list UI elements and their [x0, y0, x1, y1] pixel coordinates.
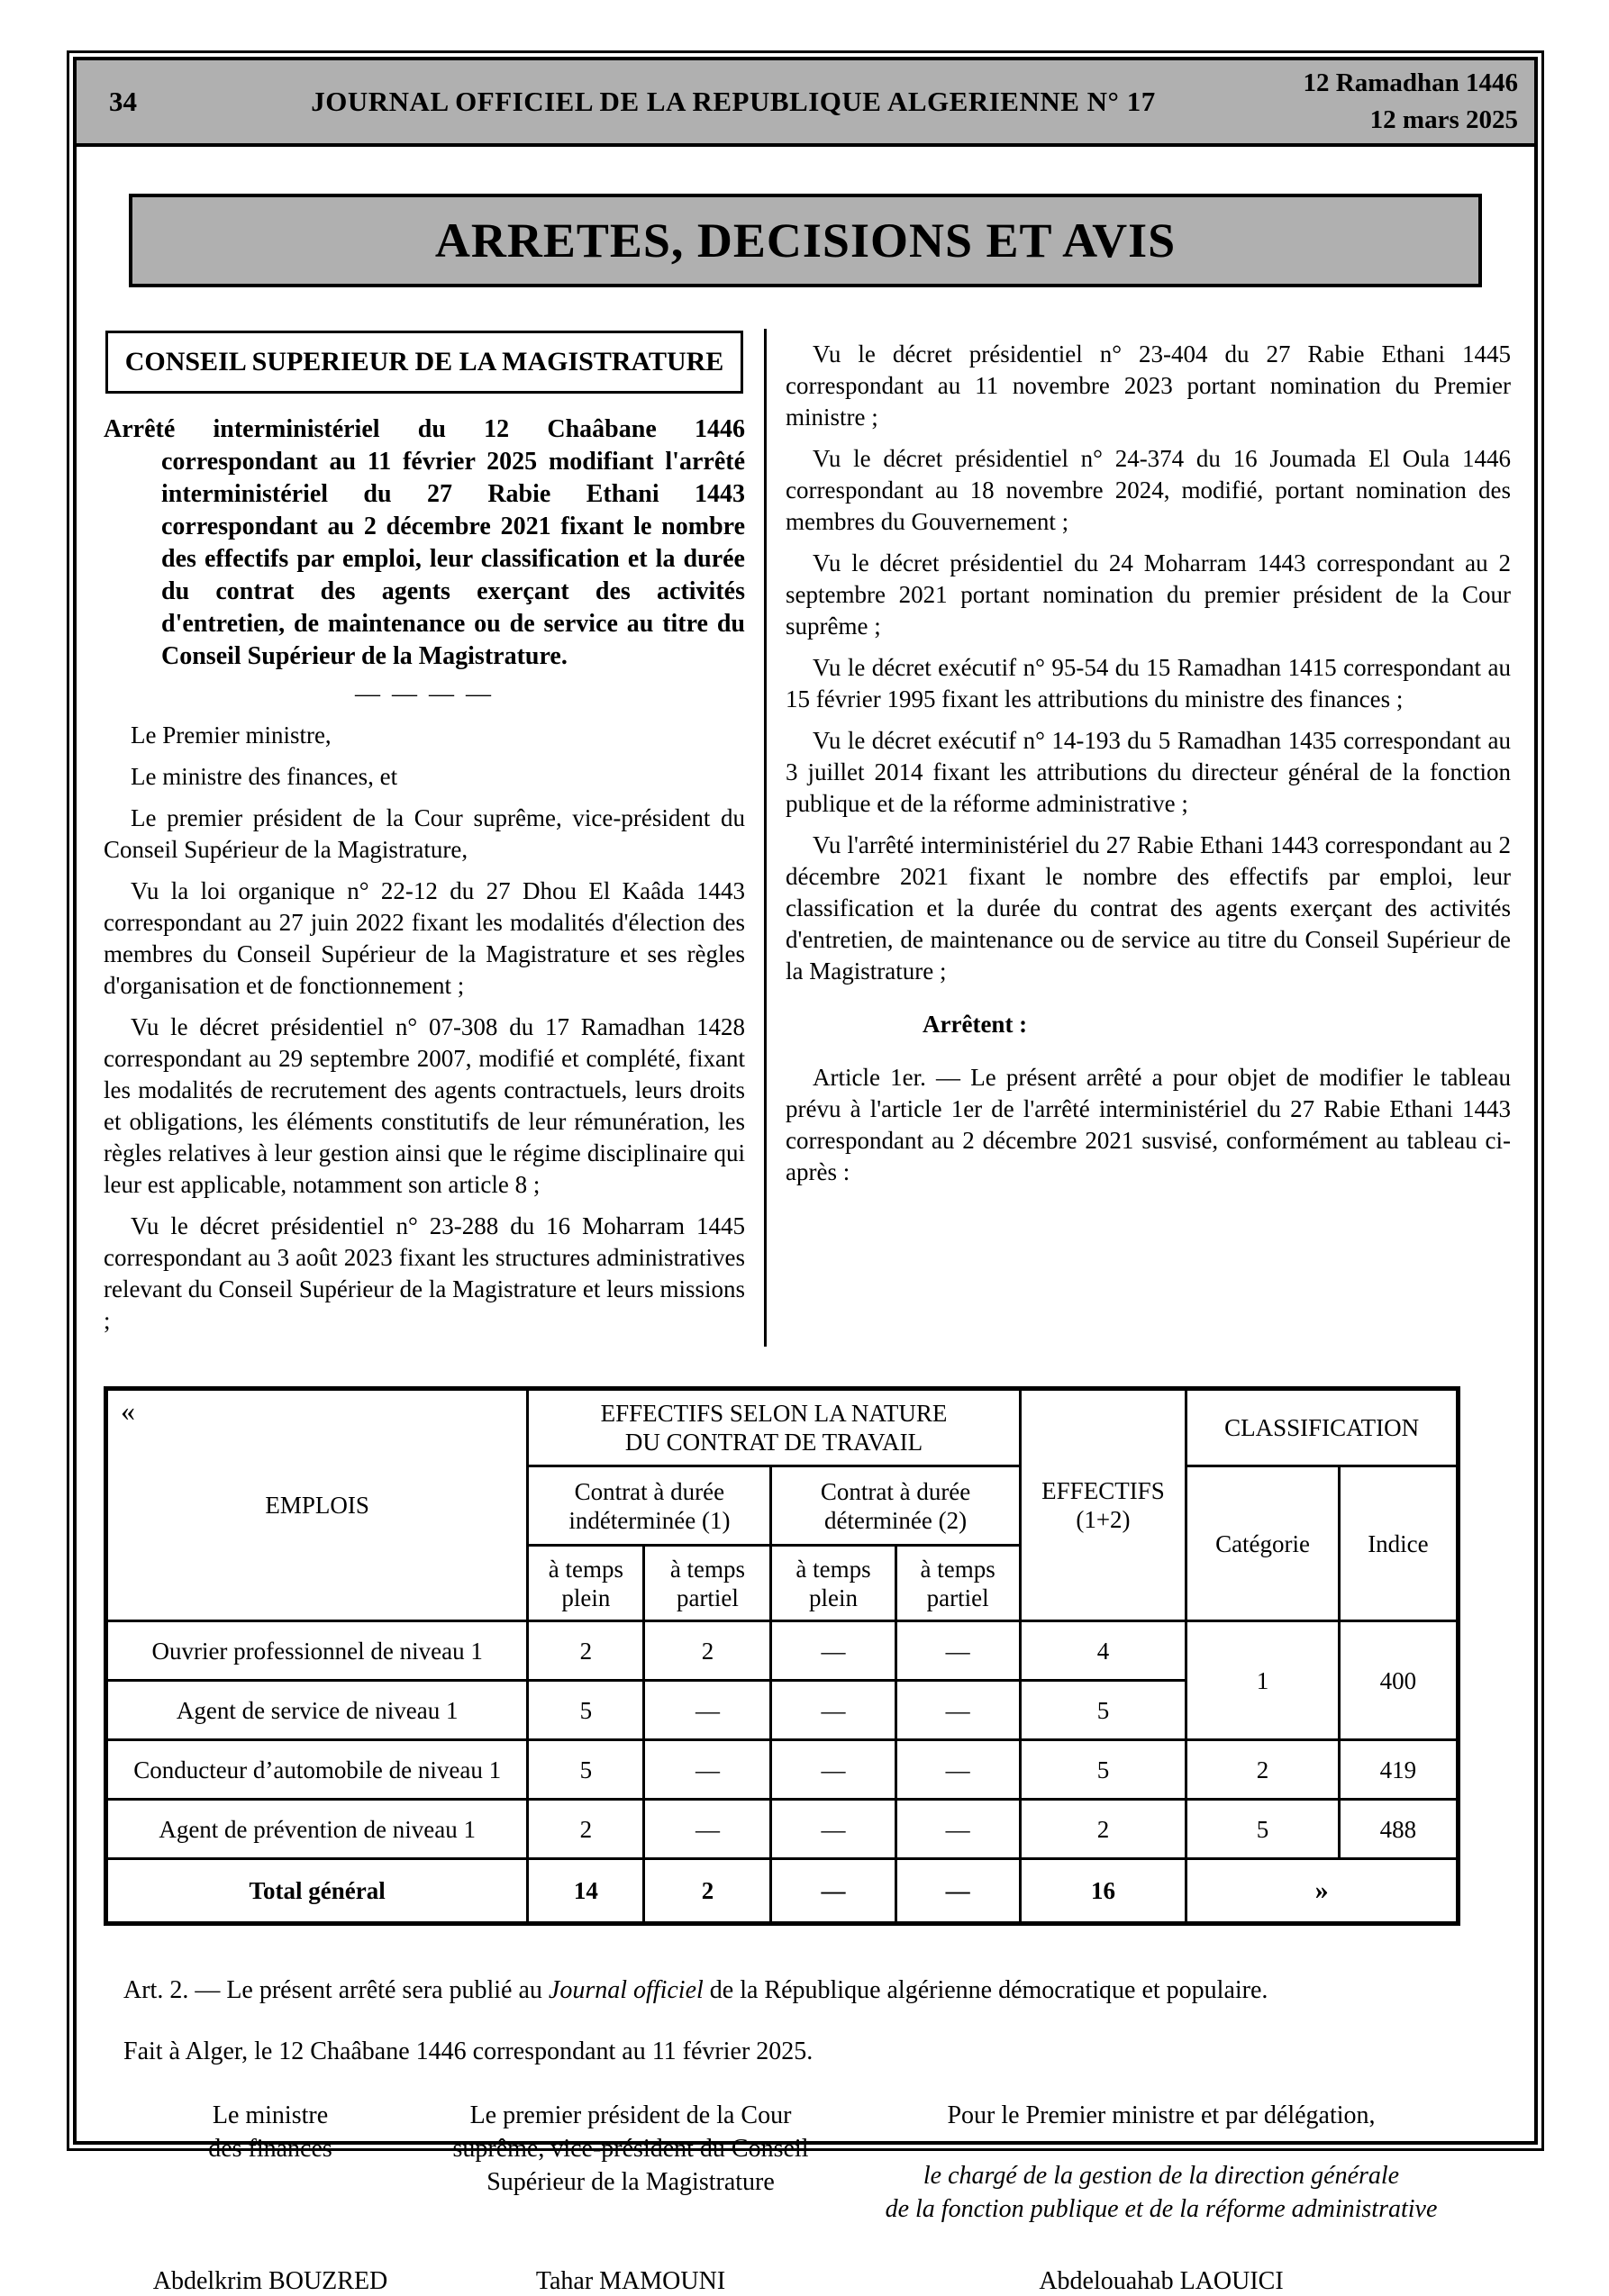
- table-row: [106, 1740, 1459, 1800]
- cell: —: [644, 1800, 771, 1859]
- close-guillemet: »: [1186, 1859, 1459, 1924]
- cell: —: [895, 1740, 1020, 1800]
- header-group-line2: DU CONTRAT DE TRAVAIL: [624, 1429, 923, 1456]
- date-hijri: 12 Ramadhan 1446: [1303, 68, 1518, 98]
- header-cdd-partiel: à temps partiel: [895, 1546, 1020, 1621]
- cell: —: [895, 1800, 1020, 1859]
- signature-center-title: [419, 2099, 842, 2226]
- signature-right-title: [842, 2099, 1480, 2226]
- cell: 2: [644, 1859, 771, 1924]
- sig-right-line1: Pour le Premier ministre et par délégation,: [947, 2101, 1376, 2129]
- cell: —: [895, 1621, 1020, 1681]
- paragraph: Vu le décret présidentiel n° 24-374 du 16 Joumada El Oula 1446 correspondant au 18 novembre 2024, modifié, portant nomination des membres du Gouvernement ;: [786, 445, 1511, 535]
- cell: 16: [1020, 1859, 1186, 1924]
- cell: 5: [528, 1681, 644, 1740]
- paragraph: Le ministre des finances, et: [131, 763, 398, 790]
- cell: —: [895, 1681, 1020, 1740]
- paragraph: Le premier président de la Cour suprême, vice-président du Conseil Supérieur de la Magistrature,: [104, 804, 745, 863]
- paragraph: Vu le décret présidentiel n° 07-308 du 17 Ramadhan 1428 correspondant au 29 septembre 2007, modifié et complété, fixant les modalités de recrutement des agents contractuels, leurs droits et obligations, les éléments constitutifs de leur rémunération, les règles relatives à leur gestion ainsi que le régime disciplinaire qui leur est applicable, notamment son article 8 ;: [104, 1013, 745, 1198]
- article-2-text: Art. 2. — Le présent arrêté sera publié au: [123, 1976, 549, 2004]
- sig-right-role-line2: de la fonction publique et de la réforme administrative: [885, 2195, 1438, 2223]
- job-label: Agent de prévention de niveau 1: [106, 1800, 528, 1859]
- cell: —: [771, 1740, 895, 1800]
- table-row: [106, 1800, 1459, 1859]
- header-cdi-plein: à temps plein: [528, 1546, 644, 1621]
- text-columns: [104, 329, 1511, 1347]
- institution-title: CONSEIL SUPERIEUR DE LA MAGISTRATURE: [124, 347, 724, 377]
- cell: 2: [644, 1621, 771, 1681]
- cell: —: [771, 1621, 895, 1681]
- page-frame: [67, 50, 1544, 2295]
- cell: 2: [528, 1621, 644, 1681]
- header-cdd-plein: à temps plein: [771, 1546, 895, 1621]
- section-banner: [129, 194, 1482, 287]
- cell-indice: 419: [1339, 1740, 1458, 1800]
- header-cdd: Contrat à durée déterminée (2): [771, 1466, 1020, 1546]
- paragraph: Vu le décret présidentiel n° 23-288 du 16 Moharram 1445 correspondant au 3 août 2023 fixant les structures administratives relevant du Conseil Supérieur de la Magistrature et leurs missions ;: [104, 1212, 745, 1334]
- header-group: [528, 1389, 1020, 1466]
- fait-a-alger: Fait à Alger, le 12 Chaâbane 1446 correspondant au 11 février 2025.: [123, 2037, 814, 2065]
- cell: 4: [1020, 1621, 1186, 1681]
- cell: 5: [1020, 1740, 1186, 1800]
- cell: —: [895, 1859, 1020, 1924]
- article-1: Article 1er. — Le présent arrêté a pour objet de modifier le tableau prévu à l'article 1er de l'arrêté interministériel du 27 Rabie Ethani 1443 correspondant au 2 décembre 2021 susvisé, conformément au tableau ci-après :: [786, 1064, 1511, 1185]
- sig-left-line1: Le ministre: [212, 2101, 329, 2129]
- institution-box: [105, 331, 743, 394]
- page-number: 34: [109, 86, 137, 117]
- paragraph: Vu le décret exécutif n° 14-193 du 5 Ramadhan 1435 correspondant au 3 juillet 2014 fixant les attributions du directeur général de la fonction publique et de la réforme administrative ;: [786, 727, 1511, 817]
- header-cdi: Contrat à durée indéterminée (1): [528, 1466, 771, 1546]
- cell-categorie-merged: 1: [1186, 1621, 1340, 1740]
- paragraph: Vu l'arrêté interministériel du 27 Rabie Ethani 1443 correspondant au 2 décembre 2021 fixant le nombre des effectifs par emploi, leur classification et la durée du contrat des agents exerçant des activités d'entretien, de maintenance ou de service au titre du Conseil Supérieur de la Magistrature ;: [786, 831, 1511, 985]
- paragraph: Vu la loi organique n° 22-12 du 27 Dhou El Kaâda 1443 correspondant au 27 juin 2022 fixant les modalités d'élection des membres du Conseil Supérieur de la Magistrature et ses règles d'organisation et de fonctionnement ;: [104, 877, 745, 999]
- page-frame-inner: [73, 57, 1538, 2295]
- paragraph: Le Premier ministre,: [131, 721, 332, 749]
- signer-name-right: Abdelouahab LAOUICI: [1039, 2267, 1284, 2295]
- signature-titles: [122, 2099, 1480, 2226]
- header-cdi-partiel: à temps partiel: [644, 1546, 771, 1621]
- column-divider: [764, 329, 767, 1347]
- paragraph: Vu le décret présidentiel n° 23-404 du 27 Rabie Ethani 1445 correspondant au 11 novembre 2023 portant nomination du Premier ministre ;: [786, 340, 1511, 431]
- cell: —: [644, 1681, 771, 1740]
- left-column: [104, 329, 745, 1347]
- issue-dates: [1264, 65, 1534, 138]
- header-band: [77, 60, 1534, 147]
- header-categorie: Catégorie: [1186, 1466, 1340, 1621]
- cell-indice-merged: 400: [1339, 1621, 1458, 1740]
- table-row: [106, 1621, 1459, 1681]
- header-group-line1: EFFECTIFS SELON LA NATURE: [600, 1400, 948, 1427]
- date-gregorian: 12 mars 2025: [1369, 105, 1518, 134]
- job-label: Conducteur d’automobile de niveau 1: [106, 1740, 528, 1800]
- signature-left-title: [122, 2099, 419, 2226]
- cell: —: [771, 1859, 895, 1924]
- arretent-label: Arrêtent :: [923, 1011, 1028, 1038]
- total-label: Total général: [106, 1859, 528, 1924]
- header-classification: CLASSIFICATION: [1186, 1389, 1459, 1466]
- journal-title: JOURNAL OFFICIEL DE LA REPUBLIQUE ALGERIENNE N° 17: [311, 86, 1156, 117]
- cell: 14: [528, 1859, 644, 1924]
- sig-left-line2: des finances: [208, 2135, 332, 2163]
- cell: 2: [528, 1800, 644, 1859]
- cell: —: [771, 1681, 895, 1740]
- cell-categorie: 2: [1186, 1740, 1340, 1800]
- paragraph: Vu le décret exécutif n° 95-54 du 15 Ramadhan 1415 correspondant au 15 février 1995 fixant les attributions du ministre des finances ;: [786, 654, 1511, 712]
- job-label: Ouvrier professionnel de niveau 1: [106, 1621, 528, 1681]
- section-banner-title: ARRETES, DECISIONS ET AVIS: [434, 213, 1177, 268]
- table-total-row: [106, 1859, 1459, 1924]
- cell-indice: 488: [1339, 1800, 1458, 1859]
- paragraph: Vu le décret présidentiel du 24 Moharram 1443 correspondant au 2 septembre 2021 portant nomination du premier président de la Cour suprême ;: [786, 549, 1511, 640]
- effectifs-table: [104, 1386, 1460, 1926]
- cell: 2: [1020, 1800, 1186, 1859]
- sig-center-line3: Supérieur de la Magistrature: [486, 2168, 775, 2196]
- sig-center-line2: suprême, vice-président du Conseil: [452, 2135, 809, 2163]
- dash-separator: — — — —: [355, 680, 494, 708]
- open-guillemet: «: [121, 1394, 135, 1427]
- header-indice: Indice: [1339, 1466, 1458, 1621]
- header-effectifs-line2: (1+2): [1076, 1506, 1131, 1533]
- job-label: Agent de service de niveau 1: [106, 1681, 528, 1740]
- decree-heading: Arrêté interministériel du 12 Chaâbane 1446 correspondant au 11 février 2025 modifiant l'arrêté interministériel du 27 Rabie Ethani 1443 correspondant au 2 décembre 2021 fixant le nombre des effectifs par emploi, leur classification et la durée du contrat des agents exerçant des activités d'entretien, de maintenance ou de service au titre du Conseil Supérieur de la Magistrature.: [104, 415, 745, 670]
- cell: —: [771, 1800, 895, 1859]
- header-effectifs-total: [1020, 1389, 1186, 1621]
- article-2-text-end: de la République algérienne démocratique et populaire.: [703, 1976, 1268, 2004]
- cell: 5: [528, 1740, 644, 1800]
- signer-name-left: Abdelkrim BOUZRED: [152, 2267, 388, 2295]
- header-effectifs-line1: EFFECTIFS: [1041, 1477, 1165, 1504]
- header-emplois-label: EMPLOIS: [265, 1492, 369, 1519]
- header-emplois: [106, 1389, 528, 1621]
- sig-center-line1: Le premier président de la Cour: [469, 2101, 792, 2129]
- cell: —: [644, 1740, 771, 1800]
- right-column: [786, 329, 1511, 1347]
- article-2: [105, 1974, 1509, 2007]
- journal-officiel-italic: Journal officiel: [548, 1976, 704, 2004]
- signer-name-center: Tahar MAMOUNI: [535, 2267, 726, 2295]
- cell-categorie: 5: [1186, 1800, 1340, 1859]
- sig-right-role-line1: le chargé de la gestion de la direction générale: [923, 2162, 1400, 2190]
- signature-names: [122, 2267, 1480, 2296]
- cell: 5: [1020, 1681, 1186, 1740]
